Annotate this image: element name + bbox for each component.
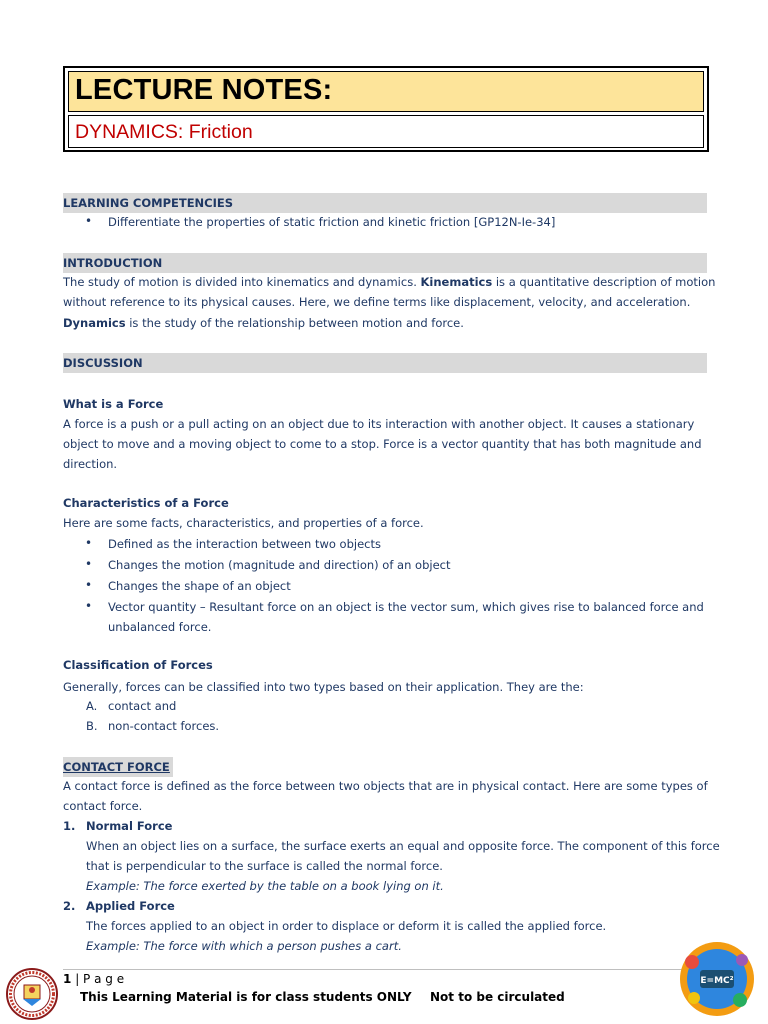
- subheading-what-is-force: What is a Force: [63, 397, 164, 411]
- list-item: Changes the motion (magnitude and direction) of an object: [108, 558, 451, 572]
- bullet-icon: •: [85, 536, 93, 550]
- subheading-normal-force: Normal Force: [86, 819, 173, 833]
- page-subtitle: DYNAMICS: Friction: [75, 121, 253, 143]
- school-seal-icon: [6, 968, 58, 1020]
- page-title: LECTURE NOTES:: [75, 74, 333, 106]
- paragraph-line: that is perpendicular to the surface is called the normal force.: [86, 859, 443, 873]
- emblem-text: E=MC²: [700, 976, 734, 986]
- physics-emblem-icon: [678, 940, 756, 1018]
- list-item: Changes the shape of an object: [108, 579, 291, 593]
- paragraph-line: A contact force is defined as the force between two objects that are in physical contact. Here are some types of: [63, 779, 708, 793]
- section-heading-contact-force: [63, 757, 173, 777]
- competency-item: Differentiate the properties of static friction and kinetic friction [GP12N-Ie-34]: [108, 215, 556, 229]
- subheading-characteristics: Characteristics of a Force: [63, 496, 229, 510]
- paragraph-line: contact force.: [63, 799, 143, 813]
- bullet-icon: •: [85, 214, 93, 228]
- page-number: 1: [63, 972, 72, 986]
- list-item: contact and: [108, 699, 177, 713]
- paragraph-line: object to move and a moving object to come to a stop. Force is a vector quantity that has both magnitude and: [63, 437, 702, 451]
- intro-line-3: [63, 316, 464, 330]
- section-heading-text: INTRODUCTION: [63, 256, 163, 270]
- list-marker: 1.: [63, 819, 76, 833]
- footer-notice-right: Not to be circulated: [430, 990, 565, 1004]
- page-label: | P a g e: [75, 972, 125, 986]
- page-number-row: [63, 972, 124, 986]
- list-item-continued: unbalanced force.: [108, 620, 212, 634]
- subheading-applied-force: Applied Force: [86, 899, 175, 913]
- paragraph-line: The forces applied to an object in order to displace or deform it is called the applied force.: [86, 919, 607, 933]
- list-item: Vector quantity – Resultant force on an object is the vector sum, which gives rise to balanced force and: [108, 600, 704, 614]
- list-marker: A.: [86, 699, 98, 713]
- list-item: non-contact forces.: [108, 719, 220, 733]
- footer-notice-left: This Learning Material is for class students ONLY: [80, 990, 412, 1004]
- title-banner: [68, 71, 704, 112]
- paragraph-line: When an object lies on a surface, the surface exerts an equal and opposite force. The component of this force: [86, 839, 720, 853]
- intro-text: The study of motion is divided into kinematics and dynamics.: [63, 275, 417, 289]
- intro-text: is a quantitative description of motion: [495, 275, 716, 289]
- paragraph-line: A force is a push or a pull acting on an object due to its interaction with another object. It causes a stationary: [63, 417, 695, 431]
- section-heading-text: LEARNING COMPETENCIES: [63, 196, 234, 210]
- term-dynamics: Dynamics: [63, 316, 126, 330]
- section-heading-introduction: [63, 253, 707, 273]
- list-item: Defined as the interaction between two objects: [108, 537, 381, 551]
- paragraph-line: Here are some facts, characteristics, and properties of a force.: [63, 516, 424, 530]
- bullet-icon: •: [85, 599, 93, 613]
- section-heading-competencies: [63, 193, 707, 213]
- term-kinematics: Kinematics: [420, 275, 493, 289]
- section-heading-text: DISCUSSION: [63, 356, 143, 370]
- paragraph-line: Generally, forces can be classified into two types based on their application. They are the:: [63, 680, 584, 694]
- footer-divider: [63, 969, 707, 970]
- example-line: Example: The force with which a person pushes a cart.: [86, 939, 402, 953]
- list-marker: B.: [86, 719, 98, 733]
- intro-text: is the study of the relationship between motion and force.: [129, 316, 464, 330]
- intro-line-2: without reference to its physical causes. Here, we define terms like displacement, velocity, and acceleration.: [63, 295, 691, 309]
- bullet-icon: •: [85, 557, 93, 571]
- section-heading-text: CONTACT FORCE: [63, 760, 170, 774]
- list-marker: 2.: [63, 899, 76, 913]
- bullet-icon: •: [85, 578, 93, 592]
- subtitle-banner: [68, 115, 704, 148]
- title-box: [63, 66, 709, 152]
- intro-line-1: [63, 275, 715, 289]
- paragraph-line: direction.: [63, 457, 118, 471]
- subheading-classification: Classification of Forces: [63, 658, 213, 672]
- example-line: Example: The force exerted by the table on a book lying on it.: [86, 879, 444, 893]
- section-heading-discussion: [63, 353, 707, 373]
